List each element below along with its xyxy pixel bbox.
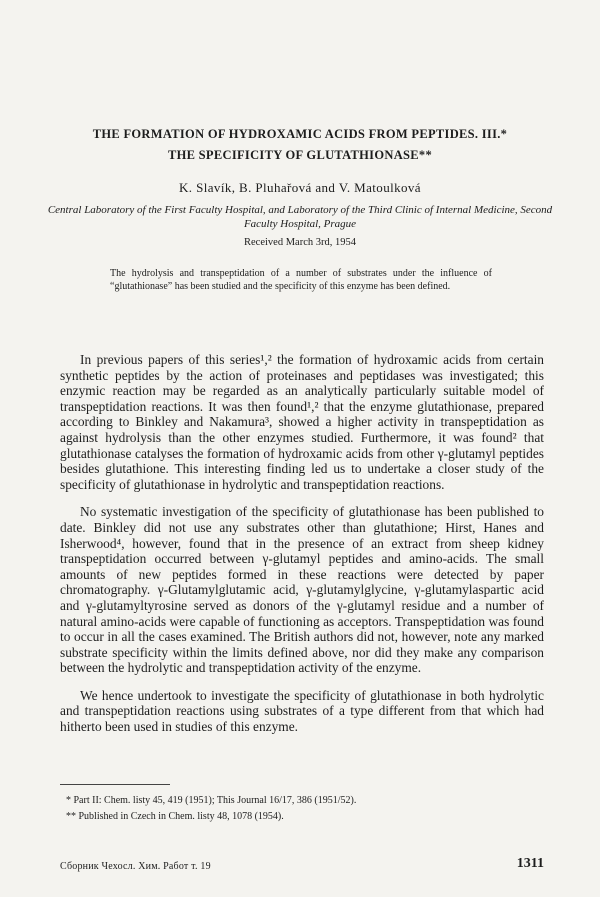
page-number: 1311 <box>516 856 544 871</box>
paragraph: We hence undertook to investigate the specificity of glutathionase in both hydrolytic and transpeptidation reactions using substrates of a type different from that which had hitherto been used in studies of this enzyme. <box>60 687 544 735</box>
abstract: The hydrolysis and transpeptidation of a number of substrates under the influence of “glutathionase” has been studied and the specificity of this enzyme has been defined. <box>110 268 492 292</box>
body-text <box>60 352 544 747</box>
paper-title <box>30 124 570 166</box>
affiliation: Central Laboratory of the First Faculty Hospital, and Laboratory of the Third Clinic of Internal Medicine, Second Faculty Hospital, Prague <box>47 204 553 230</box>
authors: K. Slavík, B. Pluhařová and V. Matoulková <box>179 180 421 195</box>
footnote-rule <box>60 784 170 785</box>
paragraph: No systematic investigation of the specificity of glutathionase has been published to date. Binkley did not use any substrates other than glutathione; Hirst, Hanes and Isherwood⁴, however, found that in the presence of an extract from sheep kidney transpeptidation occurred between γ-glutamyl peptides and amino-acids. The small amounts of new peptides formed in these reactions were detected by paper chromatography. γ-Glutamylglutamic acid, γ-glutamylglycine, γ-glutamylaspartic acid and γ-glutamyltyrosine served as donors of the γ-glutamyl residue and a number of natural amino-acids were capable of functioning as acceptors. Transpeptidation was found to occur in all the cases examined. The British authors did not, however, note any marked substrate specificity within the limits defined above, nor did they make any comparison between the hydrolytic and transpeptidation activity of the enzyme. <box>60 504 544 676</box>
paragraph: In previous papers of this series¹,² the formation of hydroxamic acids from certain synthetic peptides by the action of proteinases and peptidases was investigated; this enzymic reaction may be regarded as an analytically particularly suitable model of transpeptidation reactions. It was then found¹,² that the enzyme glutathionase, prepared according to Binkley and Nakamura³, showed a higher activity in transpeptidation as against hydrolysis than the other enzymes studied. Furthermore, it was found² that glutathionase catalyses the formation of hydroxamic acids from other γ-glutamyl peptides besides glutathione. This interesting finding led us to undertake a closer study of the specificity of glutathionase in hydrolytic and transpeptidation reactions. <box>60 352 544 492</box>
footnotes <box>60 793 540 825</box>
footnote: ** Published in Czech in Chem. listy 48, 1078 (1954). <box>66 811 284 822</box>
footnote: * Part II: Chem. listy 45, 419 (1951); This Journal 16/17, 386 (1951/52). <box>66 795 357 806</box>
journal-footer: Сборник Чехосл. Хим. Работ т. 19 <box>60 861 211 872</box>
title-line-2: THE SPECIFICITY OF GLUTATHIONASE** <box>167 148 433 162</box>
title-line-1: THE FORMATION OF HYDROXAMIC ACIDS FROM PEPTIDES. III.* <box>92 127 508 141</box>
received-date: Received March 3rd, 1954 <box>244 237 356 248</box>
